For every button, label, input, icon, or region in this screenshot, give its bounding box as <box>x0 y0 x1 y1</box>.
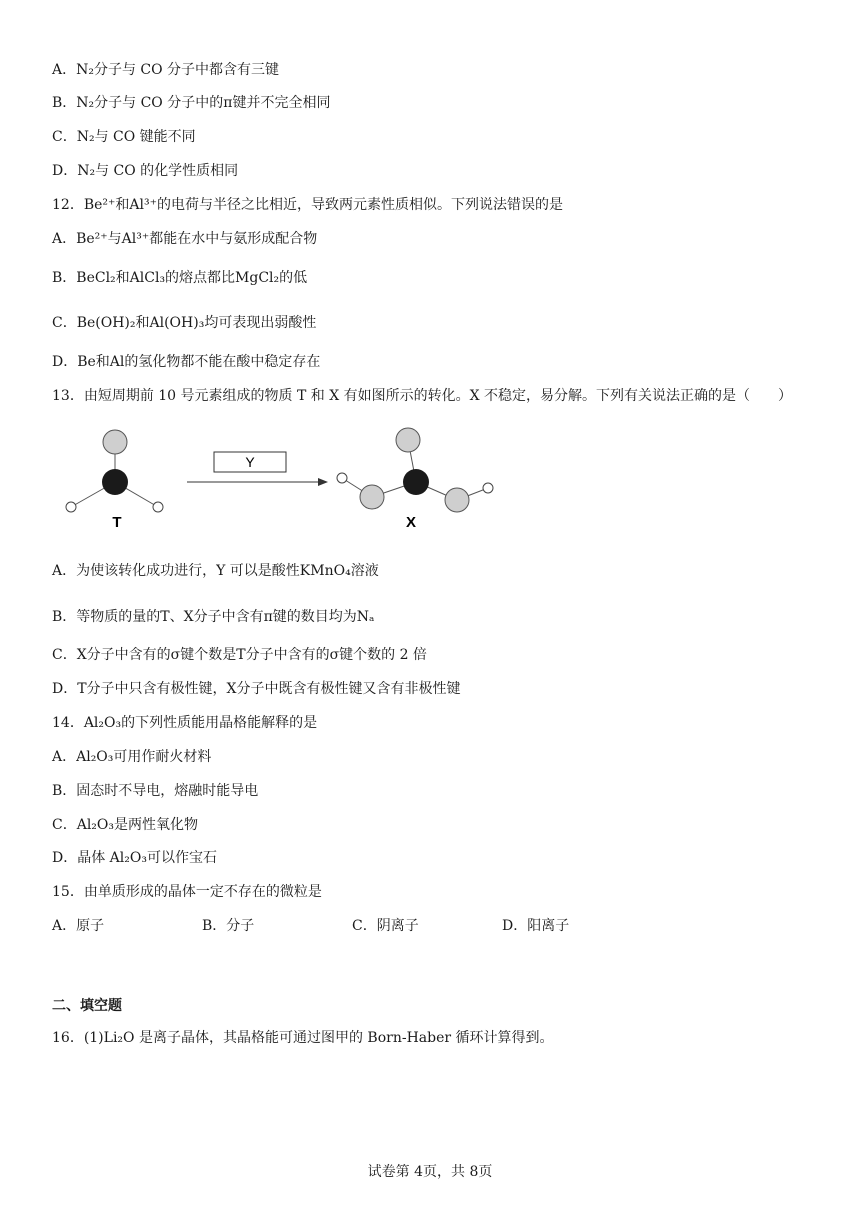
q12-option-c: C．Be(OH)₂和Al(OH)₃均可表现出弱酸性 <box>52 315 317 331</box>
q13-option-d: D．T分子中只含有极性键，X分子中既含有极性键又含有非极性键 <box>52 681 461 697</box>
molecule-transformation-figure <box>52 422 512 534</box>
q12-stem: 12．Be²⁺和Al³⁺的电荷与半径之比相近，导致两元素性质相似。下列说法错误的是 <box>52 197 563 213</box>
atom-h <box>153 502 163 512</box>
q15-stem: 15．由单质形成的晶体一定不存在的微粒是 <box>52 884 322 900</box>
label-x: X <box>405 514 417 531</box>
q12-option-a: A．Be²⁺与Al³⁺都能在水中与氨形成配合物 <box>52 231 318 247</box>
atom-h <box>66 502 76 512</box>
q11-option-b: B．N₂分子与 CO 分子中的π键并不完全相同 <box>52 95 331 111</box>
q14-option-b: B．固态时不导电，熔融时能导电 <box>52 783 259 799</box>
atom-o <box>396 428 420 452</box>
atom-o <box>445 488 469 512</box>
q14-option-c: C．Al₂O₃是两性氧化物 <box>52 817 199 833</box>
q14-option-d: D．晶体 Al₂O₃可以作宝石 <box>52 850 217 866</box>
q15-option-d: D．阳离子 <box>502 918 570 934</box>
q11-option-d: D．N₂与 CO 的化学性质相同 <box>52 163 239 179</box>
q15-option-b: B．分子 <box>202 918 255 934</box>
q15-option-a: A．原子 <box>52 918 105 934</box>
atom-c <box>102 469 128 495</box>
atom-h <box>483 483 493 493</box>
molecule-x <box>337 428 493 531</box>
molecule-t <box>66 430 163 531</box>
label-t: T <box>112 514 122 531</box>
atom-c <box>403 469 429 495</box>
atom-o <box>103 430 127 454</box>
q14-option-a: A．Al₂O₃可用作耐火材料 <box>52 749 212 765</box>
q16-stem: 16．(1)Li₂O 是离子晶体，其晶格能可通过图甲的 Born-Haber 循环计算得到。 <box>52 1030 554 1046</box>
q13-option-c: C．X分子中含有的σ键个数是T分子中含有的σ键个数的 2 倍 <box>52 647 427 663</box>
reagent-label: Y <box>245 454 255 470</box>
atom-h <box>337 473 347 483</box>
q13-stem: 13．由短周期前 10 号元素组成的物质 T 和 X 有如图所示的转化。X 不稳定，易分解。下列有关说法正确的是（ ） <box>52 388 793 404</box>
q11-option-a: A．N₂分子与 CO 分子中都含有三键 <box>52 62 280 78</box>
q12-option-b: B．BeCl₂和AlCl₃的熔点都比MgCl₂的低 <box>52 270 308 286</box>
q15-option-c: C．阴离子 <box>352 918 419 934</box>
section-heading: 二、填空题 <box>52 998 122 1014</box>
atom-o <box>360 485 384 509</box>
reaction-arrow <box>187 452 328 486</box>
q14-stem: 14．Al₂O₃的下列性质能用晶格能解释的是 <box>52 715 318 731</box>
q13-option-b: B．等物质的量的T、X分子中含有π键的数目均为Nₐ <box>52 609 375 625</box>
q12-option-d: D．Be和Al的氢化物都不能在酸中稳定存在 <box>52 354 321 370</box>
q13-option-a: A．为使该转化成功进行，Y 可以是酸性KMnO₄溶液 <box>52 563 379 579</box>
q11-option-c: C．N₂与 CO 键能不同 <box>52 129 196 145</box>
page-footer: 试卷第 4页，共 8页 <box>367 1164 493 1180</box>
